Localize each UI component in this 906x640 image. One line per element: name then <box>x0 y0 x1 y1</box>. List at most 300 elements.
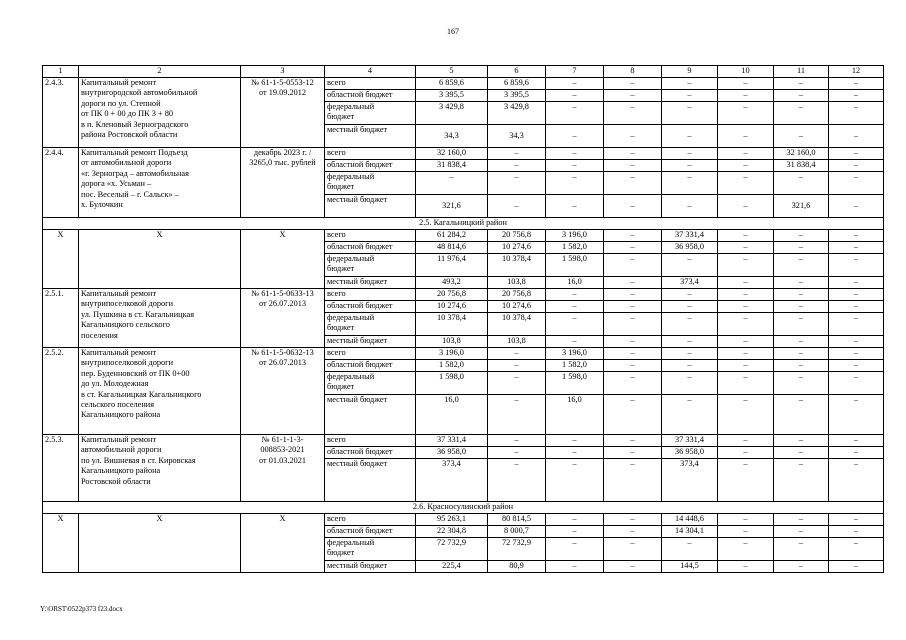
cell-line: местный бюджет <box>327 395 388 404</box>
cell-line: Капитальный ремонт Подъезд <box>81 148 188 157</box>
value-cell: – <box>718 348 774 360</box>
value-cell: – <box>662 78 718 90</box>
value-cell: – <box>829 102 884 125</box>
funding-source <box>325 160 416 172</box>
cell-line: всего <box>327 435 346 444</box>
funding-source <box>325 230 416 242</box>
cell-line: 2.4.4. <box>45 148 64 157</box>
value-cell: – <box>604 435 662 447</box>
cell-line: бюджет <box>327 182 355 192</box>
value-cell: 34,3 <box>488 125 546 148</box>
cell-line: областной бюджет <box>327 447 393 456</box>
value-cell: – <box>546 78 604 90</box>
table-row <box>43 348 884 360</box>
value-cell: – <box>546 90 604 102</box>
cell-line: № 61-1-5-0632-13 <box>251 348 314 357</box>
value-cell: 6 859,6 <box>488 78 546 90</box>
value-cell: 6 859,6 <box>416 78 488 90</box>
value-cell: – <box>662 395 718 435</box>
cell-line: от 19.09.2012 <box>258 88 307 98</box>
funding-source <box>325 435 416 447</box>
value-cell: – <box>604 160 662 172</box>
value-cell: – <box>662 360 718 372</box>
value-cell: 493,2 <box>416 277 488 289</box>
item-document <box>241 148 325 218</box>
funding-source <box>325 301 416 313</box>
value-cell: 61 284,2 <box>416 230 488 242</box>
value-cell: 32 160,0 <box>774 148 829 160</box>
value-cell: 373,4 <box>416 459 488 502</box>
value-cell: – <box>604 447 662 459</box>
budget-table <box>42 65 884 573</box>
cell-line: от 01.03.2021 <box>258 455 307 465</box>
value-cell: – <box>774 90 829 102</box>
value-cell: 3 196,0 <box>416 348 488 360</box>
value-cell: – <box>604 348 662 360</box>
cell-line: федеральный <box>327 538 375 547</box>
column-header: 4 <box>325 66 416 78</box>
value-cell: 11 976,4 <box>416 254 488 277</box>
value-cell: – <box>488 459 546 502</box>
value-cell: – <box>718 336 774 348</box>
value-cell: 72 732,9 <box>488 538 546 561</box>
cell-line: федеральный <box>327 102 375 111</box>
value-cell: 34,3 <box>416 125 488 148</box>
cell-line: 008853-2021 <box>260 445 305 455</box>
value-cell: – <box>774 172 829 195</box>
cell-line: всего <box>327 148 346 157</box>
value-cell: – <box>604 125 662 148</box>
cell-line: пер. Буденновский от ПК 0+00 <box>81 368 190 378</box>
cell-line: областной бюджет <box>327 360 393 369</box>
value-cell: – <box>604 538 662 561</box>
value-cell: – <box>546 172 604 195</box>
value-cell: – <box>829 313 884 336</box>
item-document <box>241 230 325 289</box>
cell-line: Капитальный ремонт <box>81 435 157 444</box>
value-cell: – <box>774 230 829 242</box>
cell-line: всего <box>327 289 346 298</box>
value-cell: – <box>546 561 604 573</box>
value-cell: 3 429,8 <box>488 102 546 125</box>
item-document <box>241 78 325 148</box>
value-cell: – <box>774 360 829 372</box>
value-cell: – <box>718 195 774 218</box>
value-cell: – <box>546 148 604 160</box>
value-cell: 16,0 <box>546 277 604 289</box>
cell-line: бюджет <box>327 382 355 392</box>
value-cell: – <box>718 561 774 573</box>
value-cell: – <box>829 277 884 289</box>
value-cell: – <box>488 372 546 395</box>
value-cell: 1 598,0 <box>546 254 604 277</box>
value-cell: – <box>774 447 829 459</box>
value-cell: 144,5 <box>662 561 718 573</box>
value-cell: 321,6 <box>416 195 488 218</box>
value-cell: 1 582,0 <box>416 360 488 372</box>
value-cell: – <box>546 289 604 301</box>
value-cell: – <box>604 78 662 90</box>
value-cell: – <box>604 313 662 336</box>
cell-line: федеральный <box>327 172 375 181</box>
value-cell: – <box>718 459 774 502</box>
funding-source <box>325 348 416 360</box>
cell-line: Капитальный ремонт <box>81 348 157 357</box>
value-cell: 36 958,0 <box>416 447 488 459</box>
cell-line: от автомобильной дороги <box>81 158 172 168</box>
value-cell: – <box>488 360 546 372</box>
cell-line: всего <box>327 230 346 239</box>
funding-source <box>325 447 416 459</box>
cell-line: X <box>57 514 64 523</box>
cell-line: 3265,0 тыс. рублей <box>249 158 316 168</box>
value-cell: – <box>718 90 774 102</box>
value-cell: 22 304,8 <box>416 526 488 538</box>
value-cell: – <box>774 277 829 289</box>
value-cell: 10 274,6 <box>488 242 546 254</box>
value-cell: – <box>604 277 662 289</box>
value-cell: – <box>774 78 829 90</box>
cell-line: Капитальный ремонт <box>81 289 157 298</box>
cell-line: 2.4.3. <box>45 78 64 87</box>
value-cell: – <box>416 172 488 195</box>
table-row <box>43 230 884 242</box>
cell-line: бюджет <box>327 112 355 122</box>
value-cell: 8 000,7 <box>488 526 546 538</box>
value-cell: – <box>546 538 604 561</box>
column-header: 5 <box>416 66 488 78</box>
value-cell: 80,9 <box>488 561 546 573</box>
value-cell: – <box>718 78 774 90</box>
value-cell: 3 196,0 <box>546 348 604 360</box>
item-name <box>79 348 241 435</box>
cell-line: местный бюджет <box>327 561 388 570</box>
value-cell: 3 196,0 <box>546 230 604 242</box>
value-cell: – <box>662 336 718 348</box>
value-cell: 48 814,6 <box>416 242 488 254</box>
value-cell: 80 814,5 <box>488 514 546 526</box>
cell-line: декабрь 2023 г. / <box>253 148 312 157</box>
value-cell: – <box>604 102 662 125</box>
value-cell: – <box>718 435 774 447</box>
header-row <box>43 66 884 78</box>
value-cell: – <box>829 125 884 148</box>
value-cell: – <box>662 90 718 102</box>
value-cell: – <box>774 526 829 538</box>
value-cell: – <box>829 372 884 395</box>
value-cell: 1 598,0 <box>416 372 488 395</box>
cell-line: областной бюджет <box>327 90 393 99</box>
funding-source <box>325 195 416 218</box>
value-cell: – <box>662 348 718 360</box>
value-cell: – <box>662 125 718 148</box>
value-cell: – <box>829 459 884 502</box>
item-name <box>79 148 241 218</box>
file-path-footer: Y:\ORST\0522p373 f23.docx <box>40 605 123 613</box>
funding-source <box>325 172 416 195</box>
value-cell: – <box>718 254 774 277</box>
cell-line: от 26.07.2013 <box>258 299 307 309</box>
cell-line: района Ростовской области <box>81 130 178 140</box>
value-cell: – <box>718 102 774 125</box>
value-cell: – <box>604 195 662 218</box>
value-cell: – <box>829 195 884 218</box>
value-cell: – <box>829 395 884 435</box>
value-cell: 10 378,4 <box>488 313 546 336</box>
cell-line: всего <box>327 78 346 87</box>
column-header: 7 <box>546 66 604 78</box>
cell-line: в ст. Кагальницкая Кагальницкого <box>81 389 202 399</box>
value-cell: – <box>546 125 604 148</box>
value-cell: 10 378,4 <box>488 254 546 277</box>
value-cell: – <box>662 372 718 395</box>
value-cell: – <box>718 242 774 254</box>
value-cell: – <box>604 395 662 435</box>
cell-line: местный бюджет <box>327 336 388 345</box>
item-document <box>241 514 325 573</box>
value-cell: – <box>774 561 829 573</box>
value-cell: 10 274,6 <box>416 301 488 313</box>
value-cell: – <box>662 313 718 336</box>
value-cell: – <box>718 395 774 435</box>
value-cell: – <box>662 195 718 218</box>
value-cell: – <box>546 447 604 459</box>
value-cell: – <box>604 372 662 395</box>
item-name <box>79 514 241 573</box>
value-cell: 373,4 <box>662 459 718 502</box>
value-cell: – <box>604 230 662 242</box>
table-row <box>43 514 884 526</box>
cell-line: № 61-1-5-0633-13 <box>251 289 314 298</box>
cell-line: Капитальный ремонт <box>81 78 157 87</box>
value-cell: – <box>546 313 604 336</box>
cell-line: X <box>156 230 163 239</box>
value-cell: 10 274,6 <box>488 301 546 313</box>
value-cell: – <box>662 254 718 277</box>
value-cell: – <box>604 172 662 195</box>
cell-line: X <box>279 514 286 523</box>
value-cell: – <box>829 172 884 195</box>
funding-source <box>325 125 416 148</box>
value-cell: – <box>829 447 884 459</box>
value-cell: 10 378,4 <box>416 313 488 336</box>
value-cell: – <box>829 254 884 277</box>
value-cell: – <box>718 160 774 172</box>
cell-line: федеральный <box>327 313 375 322</box>
value-cell: – <box>604 254 662 277</box>
value-cell: – <box>546 435 604 447</box>
value-cell: – <box>718 277 774 289</box>
item-number <box>43 348 79 435</box>
cell-line: х. Булочкин <box>81 200 123 210</box>
cell-line: бюджет <box>327 548 355 558</box>
funding-source <box>325 526 416 538</box>
value-cell: – <box>718 125 774 148</box>
cell-line: 2.5.2. <box>45 348 64 357</box>
funding-source <box>325 148 416 160</box>
value-cell: – <box>604 90 662 102</box>
value-cell: 373,4 <box>662 277 718 289</box>
value-cell: – <box>488 160 546 172</box>
cell-line: 2.5.3. <box>45 435 64 444</box>
value-cell: – <box>546 459 604 502</box>
value-cell: – <box>604 526 662 538</box>
cell-line: местный бюджет <box>327 195 388 204</box>
column-header: 8 <box>604 66 662 78</box>
column-header: 12 <box>829 66 884 78</box>
value-cell: 32 160,0 <box>416 148 488 160</box>
value-cell: 31 838,4 <box>416 160 488 172</box>
value-cell: – <box>546 160 604 172</box>
section-row <box>43 502 884 514</box>
value-cell: – <box>774 372 829 395</box>
value-cell: – <box>774 125 829 148</box>
cell-line: Ростовской области <box>81 476 151 486</box>
value-cell: – <box>546 514 604 526</box>
cell-line: дороги по ул. Степной <box>81 98 161 108</box>
value-cell: 103,8 <box>488 336 546 348</box>
value-cell: 14 304,1 <box>662 526 718 538</box>
cell-line: X <box>156 514 163 523</box>
cell-line: автомобильной дороги <box>81 445 162 455</box>
value-cell: – <box>829 336 884 348</box>
column-header: 6 <box>488 66 546 78</box>
column-header: 1 <box>43 66 79 78</box>
value-cell: – <box>718 514 774 526</box>
value-cell: 1 582,0 <box>546 360 604 372</box>
item-name <box>79 435 241 502</box>
cell-line: областной бюджет <box>327 242 393 251</box>
value-cell: – <box>488 172 546 195</box>
value-cell: – <box>718 230 774 242</box>
value-cell: – <box>718 301 774 313</box>
value-cell: – <box>829 526 884 538</box>
value-cell: 72 732,9 <box>416 538 488 561</box>
funding-source <box>325 102 416 125</box>
value-cell: – <box>662 301 718 313</box>
column-header: 11 <box>774 66 829 78</box>
value-cell: – <box>546 102 604 125</box>
value-cell: – <box>662 172 718 195</box>
item-number <box>43 514 79 573</box>
cell-line: X <box>279 230 286 239</box>
value-cell: – <box>604 242 662 254</box>
value-cell: 1 598,0 <box>546 372 604 395</box>
funding-source <box>325 459 416 502</box>
item-name <box>79 78 241 148</box>
cell-line: Кагальницкого района <box>81 410 161 420</box>
value-cell: – <box>662 102 718 125</box>
funding-source <box>325 242 416 254</box>
cell-line: № 61-1-5-0553-12 <box>251 78 314 87</box>
item-document <box>241 348 325 435</box>
value-cell: – <box>604 148 662 160</box>
column-header: 2 <box>79 66 241 78</box>
cell-line: всего <box>327 348 346 357</box>
value-cell: – <box>604 459 662 502</box>
cell-line: поселения <box>81 330 118 340</box>
value-cell: 31 838,4 <box>774 160 829 172</box>
cell-line: федеральный <box>327 372 375 381</box>
value-cell: – <box>718 526 774 538</box>
cell-line: до ул. Молодежная <box>81 379 149 389</box>
value-cell: – <box>488 148 546 160</box>
value-cell: – <box>604 289 662 301</box>
value-cell: 37 331,4 <box>662 435 718 447</box>
cell-line: пос. Веселый – г. Сальск» – <box>81 189 179 199</box>
funding-source <box>325 395 416 435</box>
value-cell: 36 958,0 <box>662 242 718 254</box>
value-cell: 14 448,6 <box>662 514 718 526</box>
value-cell: – <box>829 538 884 561</box>
column-header: 10 <box>718 66 774 78</box>
value-cell: – <box>662 148 718 160</box>
cell-line: ул. Пушкина в ст. Кагальницкая <box>81 309 195 319</box>
value-cell: – <box>829 230 884 242</box>
section-row <box>43 218 884 230</box>
value-cell: 16,0 <box>416 395 488 435</box>
cell-line: местный бюджет <box>327 459 388 468</box>
cell-line: «г. Зерноград – автомобильная <box>81 168 189 178</box>
item-number <box>43 78 79 148</box>
cell-line: бюджет <box>327 323 355 333</box>
value-cell: – <box>774 348 829 360</box>
page-number: 167 <box>447 27 459 36</box>
cell-line: всего <box>327 514 346 523</box>
value-cell: – <box>829 514 884 526</box>
value-cell: – <box>829 242 884 254</box>
value-cell: – <box>774 313 829 336</box>
item-number <box>43 435 79 502</box>
value-cell: – <box>829 348 884 360</box>
value-cell: – <box>829 148 884 160</box>
value-cell: 20 756,8 <box>416 289 488 301</box>
column-header: 9 <box>662 66 718 78</box>
table-row <box>43 289 884 301</box>
value-cell: 3 429,8 <box>416 102 488 125</box>
value-cell: – <box>718 313 774 336</box>
value-cell: – <box>774 254 829 277</box>
cell-line: Кагальницкого района <box>81 466 161 476</box>
value-cell: – <box>829 561 884 573</box>
value-cell: – <box>488 447 546 459</box>
cell-line: в п. Кленовый Зерноградского <box>81 119 189 129</box>
value-cell: – <box>604 360 662 372</box>
value-cell: – <box>718 372 774 395</box>
cell-line: внутригородской автомобильной <box>81 88 198 98</box>
cell-line: местный бюджет <box>327 277 388 286</box>
column-header: 3 <box>241 66 325 78</box>
funding-source <box>325 313 416 336</box>
item-number <box>43 230 79 289</box>
item-number <box>43 148 79 218</box>
cell-line: областной бюджет <box>327 160 393 169</box>
value-cell: – <box>774 538 829 561</box>
value-cell: 321,6 <box>774 195 829 218</box>
value-cell: – <box>829 301 884 313</box>
table-row <box>43 78 884 90</box>
cell-line: местный бюджет <box>327 125 388 134</box>
value-cell: – <box>774 336 829 348</box>
funding-source <box>325 289 416 301</box>
value-cell: 103,8 <box>416 336 488 348</box>
value-cell: 37 331,4 <box>662 230 718 242</box>
value-cell: – <box>488 395 546 435</box>
value-cell: – <box>662 538 718 561</box>
cell-line: областной бюджет <box>327 301 393 310</box>
item-document <box>241 435 325 502</box>
cell-line: сельского поселения <box>81 400 155 410</box>
